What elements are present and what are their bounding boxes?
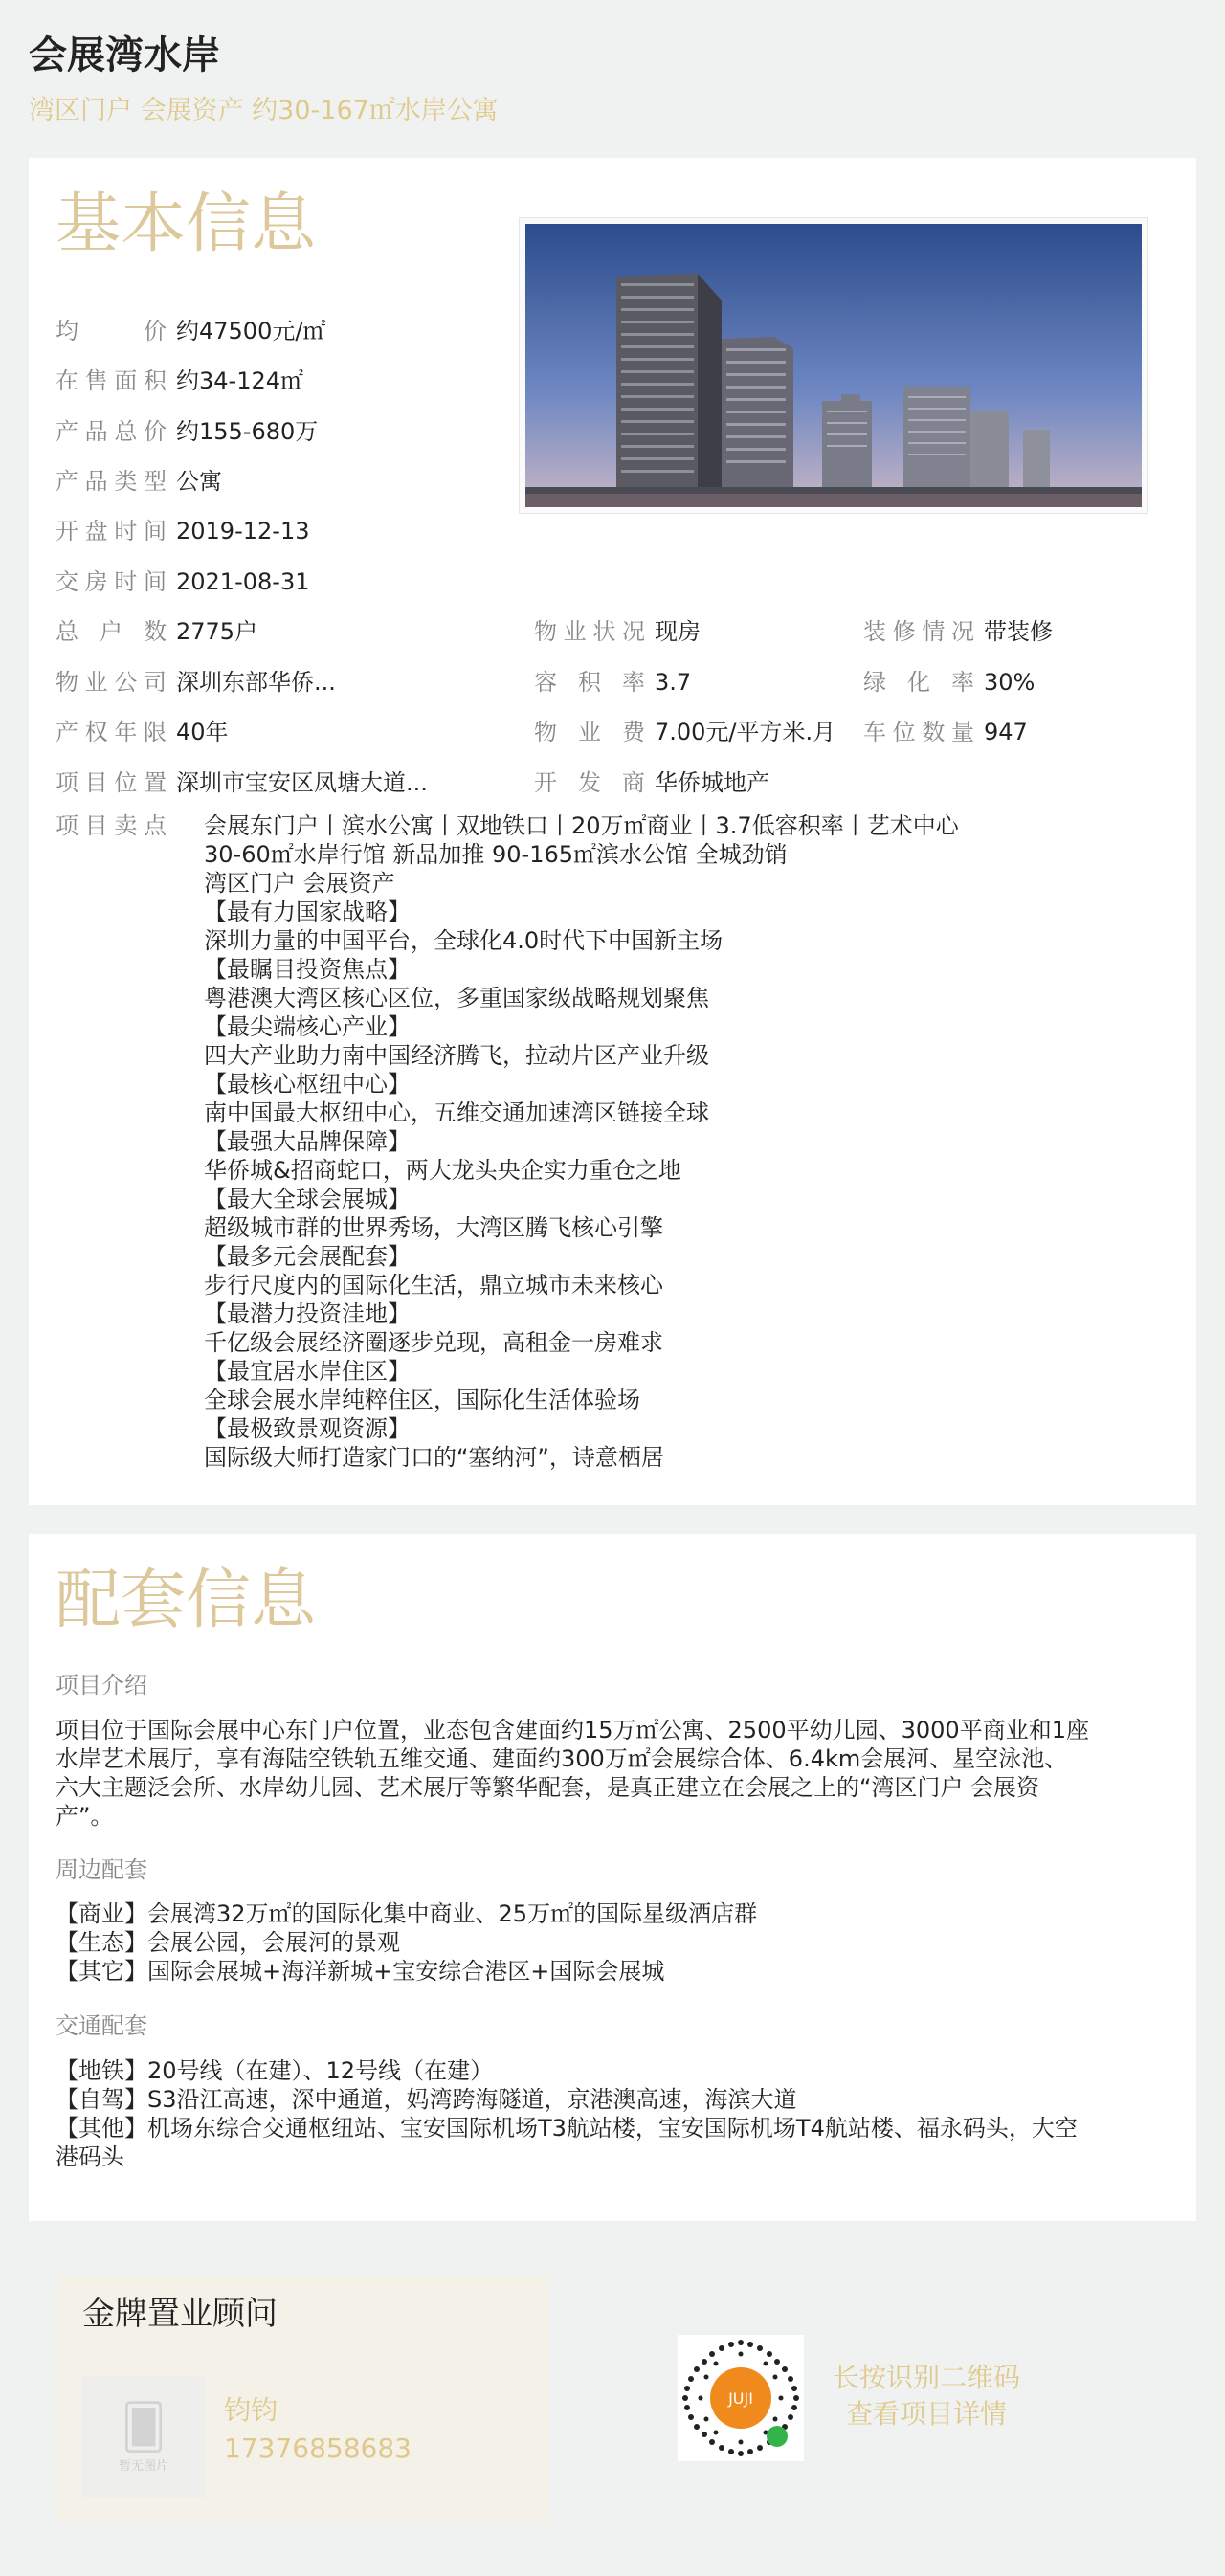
selling-point-line: 【最有力国家战略】 bbox=[204, 899, 411, 925]
info-label: 装修情况 bbox=[863, 618, 974, 645]
selling-point-line: 【最瞩目投资焦点】 bbox=[204, 956, 411, 983]
info-row-property-status bbox=[534, 614, 701, 649]
info-row-parking bbox=[863, 715, 1028, 749]
avatar-caption: 暂无图片 bbox=[118, 2458, 168, 2474]
selling-point-line: 深圳力量的中国平台，全球化4.0时代下中国新主场 bbox=[204, 927, 724, 954]
info-label: 产品类型 bbox=[56, 468, 167, 495]
avatar bbox=[82, 2376, 205, 2498]
info-label: 开发商 bbox=[534, 769, 645, 796]
info-label: 物业费 bbox=[534, 719, 645, 745]
selling-point-line: 步行尺度内的国际化生活，鼎立城市未来核心 bbox=[204, 1272, 663, 1299]
traffic-line: 【其他】机场东综合交通枢纽站、宝安国际机场T3航站楼，宝安国际机场T4航站楼、福永码头，大空 bbox=[56, 2115, 1078, 2142]
info-value: 华侨城地产 bbox=[655, 769, 769, 796]
info-row-decoration bbox=[863, 614, 1053, 649]
selling-point-line: 国际级大师打造家门口的“塞纳河”，诗意栖居 bbox=[204, 1444, 664, 1471]
advisor-card[interactable] bbox=[56, 2276, 548, 2522]
info-row-green-rate bbox=[863, 665, 1035, 700]
selling-point-line: 【最尖端核心产业】 bbox=[204, 1013, 411, 1040]
info-value: 公寓 bbox=[176, 468, 222, 495]
qr-hint bbox=[821, 2360, 1032, 2432]
advisor-name: 钧钧 bbox=[224, 2394, 278, 2426]
selling-point-line: 会展东门户丨滨水公寓丨双地铁口丨20万㎡商业丨3.7低容积率丨艺术中心 bbox=[204, 812, 959, 839]
svg-text:JUJI: JUJI bbox=[728, 2389, 753, 2408]
surround-line: 【其它】国际会展城+海洋新城+宝安综合港区+国际会展城 bbox=[56, 1958, 665, 1985]
surround-line: 【商业】会展湾32万㎡的国际化集中商业、25万㎡的国际星级酒店群 bbox=[56, 1900, 758, 1927]
info-label: 物业公司 bbox=[56, 669, 167, 696]
selling-point-line: 全球会展水岸纯粹住区，国际化生活体验场 bbox=[204, 1387, 640, 1413]
info-value: 约155-680万 bbox=[176, 418, 319, 445]
selling-point-line: 华侨城&招商蛇口，两大龙头央企实力重仓之地 bbox=[204, 1157, 681, 1184]
selling-points-list bbox=[204, 811, 1161, 1472]
selling-point-line: 超级城市群的世界秀场，大湾区腾飞核心引擎 bbox=[204, 1214, 663, 1241]
info-label: 车位数量 bbox=[863, 719, 974, 745]
info-row-developer bbox=[534, 766, 769, 800]
info-label: 开盘时间 bbox=[56, 518, 167, 544]
info-label: 均价 bbox=[56, 318, 167, 344]
info-label: 产权年限 bbox=[56, 719, 167, 745]
selling-point-line: 【最多元会展配套】 bbox=[204, 1243, 411, 1270]
advisor-title: 金牌置业顾问 bbox=[82, 2295, 278, 2333]
info-value: 40年 bbox=[176, 719, 229, 745]
info-value: 3.7 bbox=[655, 669, 692, 696]
selling-point-line: 【最大全球会展城】 bbox=[204, 1186, 411, 1212]
info-value: 30% bbox=[984, 669, 1036, 696]
selling-point-line: 四大产业助力南中国经济腾飞，拉动片区产业升级 bbox=[204, 1042, 709, 1069]
advisor-phone[interactable]: 17376858683 bbox=[224, 2432, 412, 2464]
info-value: 深圳市宝安区凤塘大道... bbox=[176, 769, 428, 796]
support-info-heading: 配套信息 bbox=[56, 1563, 317, 1638]
info-row-total-price bbox=[56, 414, 318, 449]
qr-code[interactable] bbox=[678, 2335, 804, 2461]
info-row-property-company bbox=[56, 665, 336, 700]
selling-point-line: 粤港澳大湾区核心区位，多重国家级战略规划聚焦 bbox=[204, 985, 709, 1011]
intro-line: 水岸艺术展厅，享有海陆空铁轨五维交通、建面约300万㎡会展综合体、6.4km会展河、星空泳池、 bbox=[56, 1745, 1068, 1772]
project-photo-frame[interactable] bbox=[519, 217, 1148, 514]
intro-line: 产”。 bbox=[56, 1803, 114, 1830]
info-label: 绿化率 bbox=[863, 669, 974, 696]
selling-point-line: 【最极致景观资源】 bbox=[204, 1415, 411, 1442]
info-row-open-date bbox=[56, 514, 309, 548]
info-row-delivery-date bbox=[56, 565, 309, 599]
info-row-households bbox=[56, 614, 257, 649]
info-value: 7.00元/平方米.月 bbox=[655, 719, 836, 745]
info-label: 容积率 bbox=[534, 669, 645, 696]
project-photo bbox=[525, 224, 1142, 507]
selling-point-line: 南中国最大枢纽中心，五维交通加速湾区链接全球 bbox=[204, 1099, 709, 1126]
info-value: 约34-124㎡ bbox=[176, 367, 304, 394]
selling-points-label: 项目卖点 bbox=[56, 812, 167, 839]
selling-point-line: 【最强大品牌保障】 bbox=[204, 1128, 411, 1155]
support-info-card bbox=[29, 1534, 1196, 2221]
image-placeholder-icon: 🂠 bbox=[121, 2400, 167, 2453]
surround-line: 【生态】会展公园，会展河的景观 bbox=[56, 1929, 400, 1956]
info-row-avg-price bbox=[56, 314, 325, 348]
selling-point-line: 30-60㎡水岸行馆 新品加推 90-165㎡滨水公馆 全城劲销 bbox=[204, 841, 788, 868]
info-value: 2021-08-31 bbox=[176, 568, 310, 595]
project-subtitle: 湾区门户 会展资产 约30-167㎡水岸公寓 bbox=[29, 96, 499, 125]
info-row-property-fee bbox=[534, 715, 835, 749]
basic-info-card bbox=[29, 158, 1196, 1505]
qr-hint-line: 长按识别二维码 bbox=[832, 2362, 1020, 2393]
info-value: 约47500元/㎡ bbox=[176, 318, 326, 344]
intro-paragraph bbox=[56, 1716, 1166, 1831]
basic-info-heading: 基本信息 bbox=[56, 187, 317, 262]
info-value: 2019-12-13 bbox=[176, 518, 310, 544]
info-value: 现房 bbox=[655, 618, 701, 645]
info-value: 947 bbox=[984, 719, 1028, 745]
selling-point-line: 湾区门户 会展资产 bbox=[204, 870, 395, 897]
traffic-label: 交通配套 bbox=[56, 2012, 147, 2039]
traffic-paragraph bbox=[56, 2056, 1166, 2171]
surround-label: 周边配套 bbox=[56, 1856, 147, 1883]
info-label: 在售面积 bbox=[56, 367, 167, 394]
qr-hint-line: 查看项目详情 bbox=[845, 2398, 1007, 2430]
traffic-line: 港码头 bbox=[56, 2143, 124, 2170]
intro-label: 项目介绍 bbox=[56, 1672, 147, 1699]
intro-line: 项目位于国际会展中心东门户位置，业态包含建面约15万㎡公寓、2500平幼儿园、3000平商业和1座 bbox=[56, 1717, 1089, 1743]
page-header bbox=[29, 29, 1196, 128]
intro-line: 六大主题泛会所、水岸幼儿园、艺术展厅等繁华配套，是真正建立在会展之上的“湾区门户 会展资 bbox=[56, 1774, 1040, 1801]
info-value: 深圳东部华侨... bbox=[176, 669, 336, 696]
info-value: 带装修 bbox=[984, 618, 1053, 645]
selling-point-line: 千亿级会展经济圈逐步兑现，高租金一房难求 bbox=[204, 1329, 663, 1356]
info-label: 物业状况 bbox=[534, 618, 645, 645]
info-row-plot-ratio bbox=[534, 665, 691, 700]
info-row-ownership bbox=[56, 715, 229, 749]
traffic-line: 【自驾】S3沿江高速，深中通道，妈湾跨海隧道，京港澳高速，海滨大道 bbox=[56, 2086, 797, 2113]
info-value: 2775户 bbox=[176, 618, 258, 645]
info-row-location[interactable] bbox=[56, 766, 428, 800]
selling-point-line: 【最潜力投资洼地】 bbox=[204, 1300, 411, 1327]
info-label: 交房时间 bbox=[56, 568, 167, 595]
selling-point-line: 【最宜居水岸住区】 bbox=[204, 1358, 411, 1385]
project-title: 会展湾水岸 bbox=[29, 33, 220, 78]
selling-point-line: 【最核心枢纽中心】 bbox=[204, 1071, 411, 1098]
traffic-line: 【地铁】20号线（在建）、12号线（在建） bbox=[56, 2057, 494, 2084]
info-label: 总户数 bbox=[56, 618, 167, 645]
surround-paragraph bbox=[56, 1899, 1166, 1986]
info-row-type bbox=[56, 464, 222, 499]
info-label: 产品总价 bbox=[56, 418, 167, 445]
info-row-area bbox=[56, 364, 303, 398]
info-label: 项目位置 bbox=[56, 769, 167, 796]
